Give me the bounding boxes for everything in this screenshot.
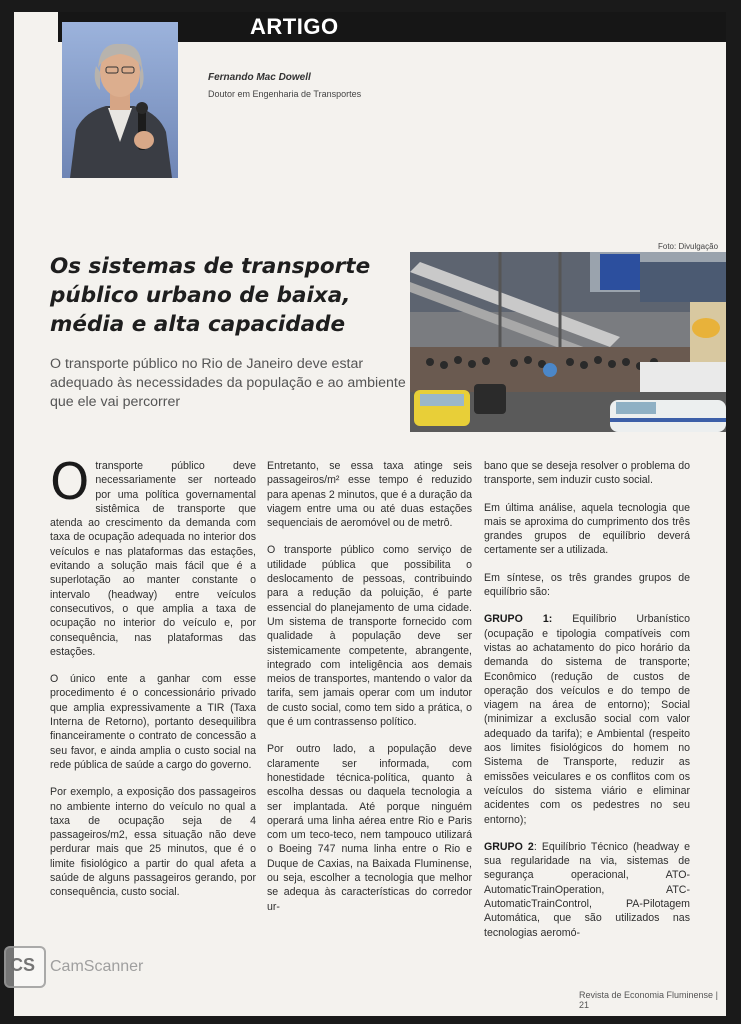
watermark-text: CamScanner [50, 958, 144, 975]
author-role: Doutor em Engenharia de Transportes [208, 89, 362, 99]
paragraph: Por outro lado, a população deve claramente ser informada, com honestidade técnica-política, quanto à escolha dessas ou daquela tecnologia a ser implantada. Até porque ninguém operará uma linha aérea entre Rio e Paris com um teco-teco, nem tampouco utilizará o Boeing 747 numa linha entre o Rio e Duque de Caxias, na Baixada Fluminense, ou seja, escolher a tecnologia que melhor se adequa às características do corredor ur- [267, 743, 472, 913]
paragraph: O transporte público como serviço de utilidade pública que possibilita o deslocamento de pessoas, contribuindo para a redução da poluição, é parte essencial do planejamento de uma cidade. Um sistema de transporte fornecido com qualidade à população deve ser sistemicamente competente, abrangente, integrado com inteligência aos demais meios de transportes, mantendo o valor da tarifa, sem jamais operar com um indutor de custo social, como tem sido a prática, o que é um contrassenso político. [267, 544, 472, 729]
article-photo [410, 252, 726, 432]
grupo-1-label: GRUPO 1: [484, 613, 553, 626]
paragraph: Entretanto, se essa taxa atinge seis passageiros/m² esse tempo é reduzido para apenas 2 minutos, que é a duração da viagem entre uma ou até duas estações sequenciais de aeromóvel ou de metrô. [267, 460, 472, 530]
drop-cap: O [50, 453, 90, 511]
grupo-2-paragraph: GRUPO 2: Equilíbrio Técnico (headway e sua regularidade na via, sistemas de segurança operacional, ATO-AutomaticTrainOperation, ATC-AutomaticTrainControl, PA-Pilotagem Automática, que são utilizados nas tecnologias aeromó- [484, 840, 690, 939]
paragraph: O único ente a ganhar com esse procedimento é o concessionário privado que amplia expressivamente a TIR (Taxa Interna de Retorno), portanto desequilibra financeiramente o contrato de concessão a seu favor, e ainda amplia o custo social na rede pública de saúde a cargo do governo. [50, 673, 256, 771]
page-footer: Revista de Economia Fluminense | 21 [579, 990, 718, 1010]
paragraph: Em síntese, os três grandes grupos de equilíbrio são: [484, 571, 690, 599]
grupo-2-label: GRUPO 2 [484, 840, 534, 853]
camscanner-watermark [4, 946, 194, 986]
article-title: Os sistemas de transporte público urbano de baixa, média e alta capacidade [50, 254, 371, 337]
article-column-2 [267, 459, 472, 927]
article-column-3 [484, 459, 690, 953]
paragraph: Por exemplo, a exposição dos passageiros no ambiente interno do veículo no qual a taxa de ocupação seja de 4 passageiros/m2, essa situação não deve perdurar mais que 25 minutos, que é o limite fisiológico a partir do qual afeta a saúde de alguns passageiros gerando, por consequência, custo social. [50, 786, 256, 899]
photo-credit: Foto: Divulgação [658, 242, 719, 251]
paragraph: bano que se deseja resolver o problema do transporte, sem induzir custo social. [484, 460, 690, 487]
paragraph: Otransporte público deve necessariamente ser norteado por uma política governamental sistêmica de transporte que atenda ao crescimento da demanda com taxa de ocupação adequada no interior dos veículos e nas plataformas das estações, evitando a solução mais fácil que é a superlotação ao manter constante o intervalo (headway) entre veículos consecutivos, o que amplia a taxa de ocupação no interior do veículo e, por consequência, nas plataformas das estações. [50, 453, 256, 658]
article-column-1 [50, 453, 256, 913]
article-subtitle: O transporte público no Rio de Janeiro deve estar adequado às necessidades da população e ao ambiente que ele vai percorrer [50, 356, 406, 410]
paragraph: Em última análise, aquela tecnologia que mais se aproxima do cumprimento dos três grandes grupos de equilíbrio deverá certamente ser a utilizada. [484, 501, 690, 557]
section-label: ARTIGO [250, 14, 339, 39]
author-name: Fernando Mac Dowell [208, 72, 311, 83]
camscanner-logo-icon: CS [4, 946, 46, 988]
grupo-1-paragraph: GRUPO 1: Equilíbrio Urbanístico (ocupação e tipologia compatíveis com vistas ao achatamento do pico horário da demanda do sistema de transporte; Econômico (redução de custos de operação dos veículos e do tempo de viagem na área de entorno); Social (minimizar a exclusão social com valor adequado da tarifa); e Ambiental (respeito aos limites fisiológicos do homem no Sistema de Transporte, reduzir as emissões veiculares e os conflitos com os veículos do sistema viário e eliminar acidentes com os pedestres no seu entorno); [484, 613, 690, 826]
magazine-page [14, 12, 726, 1016]
author-photo [62, 22, 178, 178]
